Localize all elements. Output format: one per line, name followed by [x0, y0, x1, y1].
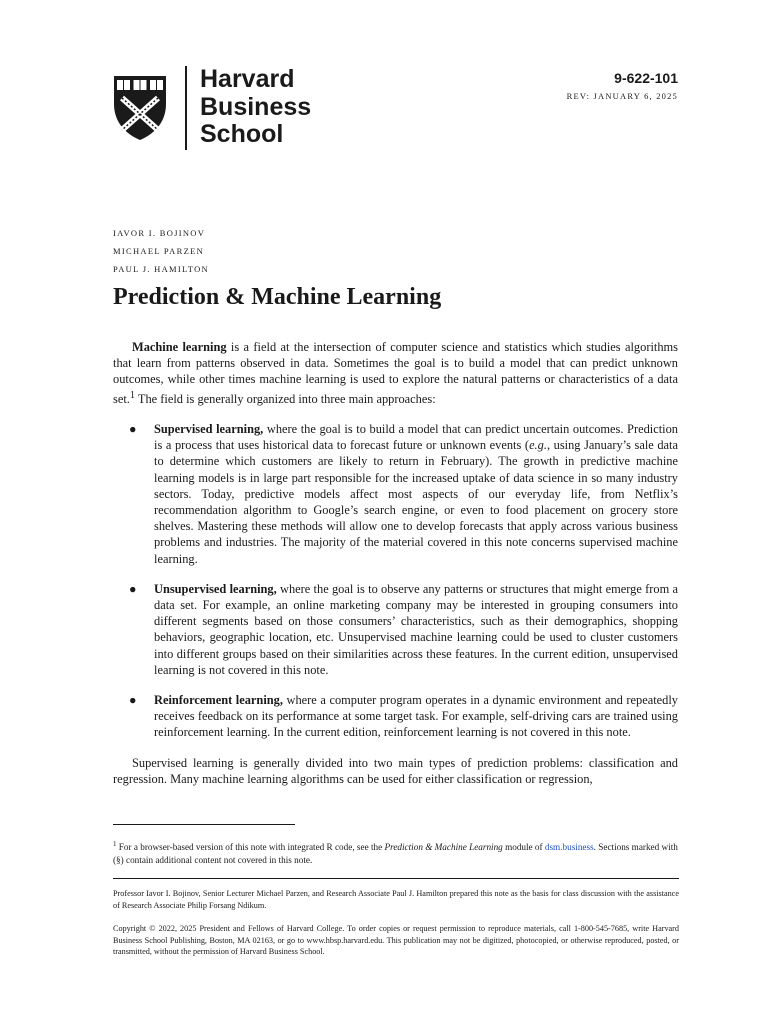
footnote-ref[interactable]: 1	[129, 389, 136, 401]
footnote-divider	[113, 824, 295, 825]
case-number: 9-622-101	[614, 70, 678, 86]
logo-line: Business	[200, 92, 312, 121]
closing-paragraph: Supervised learning is generally divided into two main types of prediction problems: classification and regression. Many machine learning algorithms can be used for either classification or regression,	[113, 755, 678, 786]
author-name: MICHAEL PARZEN	[113, 246, 205, 256]
hbs-logo	[112, 66, 312, 150]
bullet-icon: ●	[129, 581, 137, 596]
document-title: Prediction & Machine Learning	[113, 284, 442, 310]
logo-line: Harvard	[200, 65, 295, 93]
bullet-icon: ●	[129, 692, 137, 707]
footnote-number: 1	[113, 840, 117, 848]
logo-divider	[185, 66, 187, 150]
prepared-by-note: Professor Iavor I. Bojinov, Senior Lecturer Michael Parzen, and Research Associate Paul J. Hamilton prepared this note as the basis for class discussion with the assistance of Research Associate Philip Forsang Ndikum.	[113, 889, 679, 910]
document-body	[113, 339, 678, 787]
list-item: ● Unsupervised learning, where the goal is to observe any patterns or structures that might emerge from a data set. For example, an online marketing company may be interested in grouping consumers into different segments based on those consumers’ characteristics, such as their demographics, shopping behaviors, geographic location, etc. Unsupervised machine learning could be used to cluster customers into different groups based on their similarities across these features. In the current edition, unsupervised learning is not covered in this note.	[129, 581, 679, 677]
author-name: PAUL J. HAMILTON	[113, 264, 209, 274]
copyright-notice: Copyright © 2022, 2025 President and Fellows of Harvard College. To order copies or request permission to reproduce materials, call 1-800-545-7685, write Harvard Business School Publishing, Boston, MA 02163, or go to www.hbsp.harvard.edu. This publication may not be digitized, photocopied, or otherwise reproduced, posted, or transmitted, without the permission of Harvard Business School.	[113, 924, 679, 956]
list-item: ● Supervised learning, where the goal is to build a model that can predict uncertain outcomes. Prediction is a process that uses historical data to forecast future or unknown events (e.g., using January’s sale data to determine which customers are likely to return in February). The growth in predictive machine learning models is in large part responsible for the increased uptake of data science in so many industry sectors. Today, predictive models affect most aspects of our everyday life, from Netflix’s recommendation algorithm to Google’s search engine, or even to food placement on grocery store shelves. Mastering these methods will allow one to develop forecasts that apply across various business problems and industries. The majority of the material covered in this note concerns supervised machine learning.	[129, 421, 679, 566]
logo-line: School	[200, 120, 284, 148]
approach-list	[113, 421, 678, 741]
dsm-business-link[interactable]: dsm.business	[544, 842, 594, 853]
term-machine-learning: Machine learning	[132, 340, 227, 354]
intro-paragraph: Machine learning is a field at the intersection of computer science and statistics which studies algorithms that learn from patterns observed in data. Sometimes the goal is to build a model that can predict unknown outcomes, while other times machine learning is used to explore the natural patterns or characteristics of a data set.$^1$ The field is generally organized into three main approaches:	[113, 340, 678, 406]
list-item: ● Reinforcement learning, where a computer program operates in a dynamic environment and repeatedly receives feedback on its performance at some target task. For example, self-driving cars are trained using reinforcement learning. In the current edition, reinforcement learning is not covered in this note.	[129, 692, 678, 740]
revision-date: REV: JANUARY 6, 2025	[566, 91, 678, 101]
logo-wordmark	[200, 66, 311, 149]
footnote: $^1$ For a browser-based version of this note with integrated R code, see the Prediction & Machine Learning module of dsm.business. Sections marked with (§) contain additional content not covered in this note.	[113, 840, 678, 865]
harvard-shield-icon	[112, 74, 168, 142]
author-list	[113, 224, 209, 278]
footer-divider	[113, 878, 679, 879]
author-name: IAVOR I. BOJINOV	[113, 228, 206, 238]
bullet-icon: ●	[129, 421, 137, 436]
